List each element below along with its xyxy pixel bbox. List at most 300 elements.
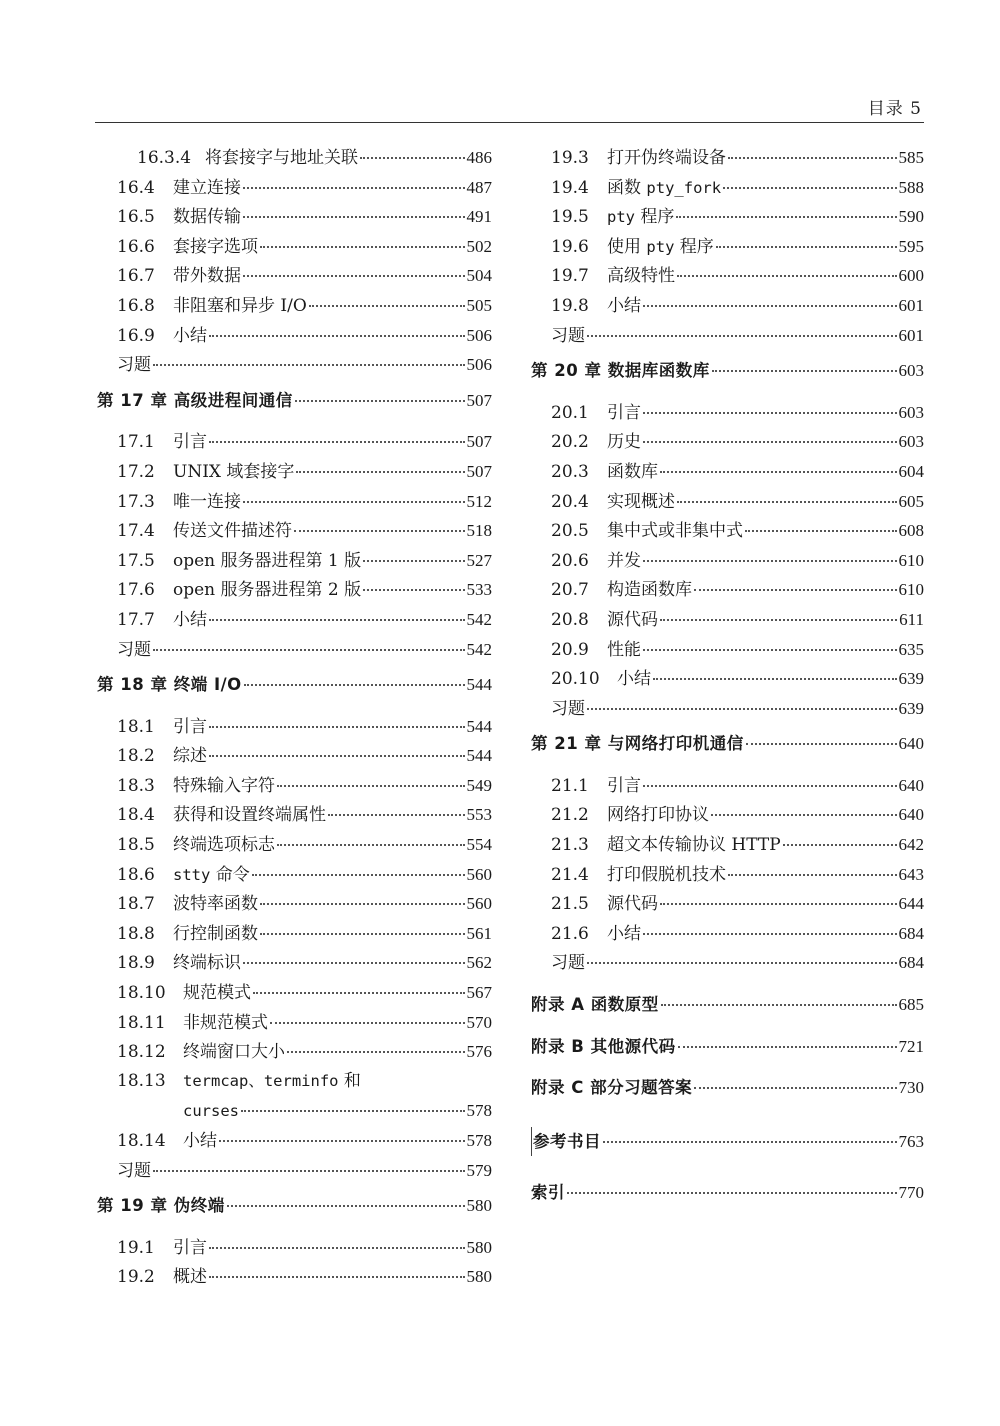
page-header (95, 88, 924, 123)
toc-entry[interactable] (531, 487, 924, 517)
page-number: 553 (466, 805, 492, 825)
page-number: 518 (466, 521, 492, 541)
toc-entry[interactable] (97, 575, 492, 605)
section-number: 16.7 (117, 266, 155, 287)
toc-entry[interactable] (97, 232, 492, 262)
dot-leader (260, 903, 465, 905)
page-number: 491 (466, 207, 492, 227)
toc-right-column (531, 143, 924, 1208)
dot-leader (309, 305, 465, 307)
page-number: 507 (466, 390, 492, 410)
dot-leader (694, 589, 897, 591)
section-number: 21.5 (551, 894, 589, 915)
toc-entry[interactable] (531, 575, 924, 605)
page-number: 610 (898, 580, 924, 600)
dot-leader (260, 933, 465, 935)
dot-leader (587, 962, 897, 964)
section-number: 17.4 (117, 521, 155, 542)
section-number: 17.6 (117, 580, 155, 601)
toc-entry[interactable] (97, 321, 492, 351)
toc-entry[interactable] (531, 173, 924, 203)
page-number: 544 (466, 716, 492, 736)
page-number: 486 (466, 148, 492, 167)
page-number: 542 (466, 639, 492, 659)
entry-title: 历史 (607, 432, 641, 453)
entry-title: 小结 (173, 609, 207, 630)
dot-leader (660, 619, 897, 621)
toc-entry[interactable] (97, 202, 492, 232)
entry-title: 网络打印协议 (607, 805, 709, 826)
dot-leader (363, 560, 464, 562)
dot-leader (287, 1051, 465, 1053)
page-number: 639 (898, 698, 924, 718)
exercises-entry[interactable] (531, 694, 924, 724)
section-number: 17.2 (117, 461, 155, 482)
section-number: 16.8 (117, 295, 155, 316)
entry-title: 打开伪终端设备 (607, 148, 726, 168)
entry-title: stty 命令 (173, 864, 250, 885)
exercises-entry[interactable] (97, 1156, 492, 1186)
dot-leader (587, 335, 897, 337)
entry-title: 函数库 (607, 461, 658, 482)
section-number: 18.14 (117, 1131, 166, 1151)
entry-title: 带外数据 (173, 266, 241, 287)
chapter-title: 第 18 章 终端 I/O (97, 675, 242, 695)
toc-entry[interactable] (531, 143, 924, 173)
exercises-entry[interactable] (531, 321, 924, 351)
section-number: 20.8 (551, 609, 589, 630)
section-number: 17.3 (117, 491, 155, 512)
toc-entry[interactable] (531, 457, 924, 487)
entry-title: 传送文件描述符 (173, 521, 292, 542)
dot-leader (678, 1046, 897, 1048)
chapter-title: 第 20 章 数据库函数库 (531, 361, 710, 381)
dot-leader (241, 1110, 465, 1112)
dot-leader (677, 275, 897, 277)
entry-title: 集中式或非集中式 (607, 521, 743, 542)
section-number: 19.3 (551, 148, 589, 168)
page-number: 560 (466, 864, 492, 884)
page-number: 579 (466, 1160, 492, 1180)
appendix-entry[interactable] (531, 1032, 924, 1062)
dot-leader (363, 589, 464, 591)
toc-entry[interactable] (97, 860, 492, 890)
page-number: 611 (899, 609, 924, 629)
code-text: curses (183, 1102, 239, 1121)
page-number: 603 (898, 361, 924, 381)
chapter-title: 第 21 章 与网络打印机通信 (531, 734, 744, 754)
section-number: 17.5 (117, 550, 155, 571)
page-number: 544 (466, 746, 492, 766)
dot-leader (746, 743, 897, 745)
page-number: 635 (898, 639, 924, 659)
section-number: 18.8 (117, 923, 155, 944)
toc-entry[interactable] (97, 1037, 492, 1067)
entry-title: 习题 (117, 355, 151, 376)
toc-left-column (97, 143, 492, 1292)
toc-entry[interactable] (97, 889, 492, 919)
toc-entry[interactable] (97, 771, 492, 801)
entry-title: 习题 (551, 698, 585, 719)
header-text: 目录 5 (867, 99, 922, 119)
toc-entry[interactable] (97, 1262, 492, 1292)
entry-title: 构造函数库 (607, 580, 692, 601)
wrap-second-line (97, 1096, 492, 1126)
dot-leader (243, 962, 465, 964)
section-number: 18.5 (117, 835, 155, 856)
entry-title: 终端窗口大小 (183, 1042, 285, 1063)
chapter-entry[interactable] (97, 386, 492, 416)
toc-entry[interactable] (531, 398, 924, 428)
dot-leader (209, 726, 465, 728)
code-text: pty (646, 237, 675, 256)
section-number: 16.9 (117, 325, 155, 346)
dot-leader (643, 649, 897, 651)
entry-title: 建立连接 (173, 177, 241, 198)
entry-title: 行控制函数 (173, 923, 258, 944)
entry-title: 引言 (173, 716, 207, 737)
toc-entry[interactable] (531, 261, 924, 291)
page-number: 640 (898, 775, 924, 795)
toc-entry[interactable] (97, 487, 492, 517)
dot-leader (270, 1022, 465, 1024)
section-number: 19.1 (117, 1237, 155, 1258)
chapter-title: 附录 C 部分习题答案 (531, 1078, 693, 1098)
chapter-title: 第 19 章 伪终端 (97, 1196, 225, 1216)
toc-entry[interactable] (97, 546, 492, 576)
page-number: 507 (466, 461, 492, 481)
section-number: 20.6 (551, 550, 589, 571)
toc-entry[interactable] (97, 291, 492, 321)
entry-title: 引言 (607, 402, 641, 423)
code-text: stty (173, 865, 211, 884)
toc-entry[interactable] (97, 1008, 492, 1038)
dot-leader (643, 785, 897, 787)
dot-leader (243, 216, 465, 218)
toc-entry[interactable] (531, 427, 924, 457)
dot-leader (676, 216, 896, 218)
entry-title: 小结 (173, 325, 207, 346)
section-number: 16.4 (117, 177, 155, 198)
entry-title: 数据传输 (173, 207, 241, 228)
entry-title: 非规范模式 (183, 1012, 268, 1033)
chapter-entry[interactable] (531, 356, 924, 386)
section-number: 18.12 (117, 1042, 166, 1063)
page-number: 604 (898, 461, 924, 481)
code-text: pty_fork (646, 178, 722, 197)
dot-leader (277, 844, 465, 846)
section-number: 19.2 (117, 1267, 155, 1288)
dot-leader (295, 400, 465, 402)
exercises-entry[interactable] (97, 635, 492, 665)
page-number: 685 (898, 995, 924, 1015)
section-number: 18.9 (117, 953, 155, 974)
section-number: 21.6 (551, 923, 589, 944)
toc-entry-wrapped[interactable] (97, 1067, 492, 1126)
entry-title: 获得和设置终端属性 (173, 805, 326, 826)
dot-leader (153, 649, 465, 651)
section-number: 18.1 (117, 716, 155, 737)
section-number: 18.10 (117, 983, 166, 1004)
dot-leader (209, 755, 465, 757)
entry-title: 综述 (173, 746, 207, 767)
section-number: 17.1 (117, 432, 155, 453)
appendix-entry[interactable] (531, 1073, 924, 1103)
exercises-entry[interactable] (531, 948, 924, 978)
entry-title: 概述 (173, 1267, 207, 1288)
page-number: 721 (898, 1036, 924, 1056)
toc-entry[interactable] (97, 261, 492, 291)
section-number: 18.2 (117, 746, 155, 767)
dot-leader (294, 530, 465, 532)
dot-leader (653, 678, 897, 680)
section-number: 18.7 (117, 894, 155, 915)
section-number: 21.3 (551, 835, 589, 856)
entry-title: 引言 (607, 775, 641, 796)
page-number: 576 (466, 1042, 492, 1062)
toc-entry[interactable] (531, 605, 924, 635)
page-number: 684 (898, 953, 924, 973)
page-number: 643 (898, 864, 924, 884)
toc-entry[interactable] (531, 664, 924, 694)
page-number: 601 (898, 295, 924, 315)
section-number: 20.10 (551, 669, 600, 690)
entry-title: pty 程序 (607, 207, 675, 228)
toc-entry[interactable] (97, 978, 492, 1008)
toc-entry[interactable] (97, 741, 492, 771)
toc-entry[interactable] (531, 202, 924, 232)
section-number: 19.7 (551, 266, 589, 287)
toc-entry[interactable] (531, 800, 924, 830)
entry-title: 特殊输入字符 (173, 775, 275, 796)
toc-entry[interactable] (531, 830, 924, 860)
toc-entry[interactable] (531, 860, 924, 890)
toc-entry[interactable] (97, 830, 492, 860)
section-number: 19.8 (551, 295, 589, 316)
toc-entry[interactable] (97, 1126, 492, 1156)
entry-title: 非阻塞和异步 I/O (173, 295, 307, 316)
dot-leader (643, 305, 897, 307)
section-number: 21.1 (551, 775, 589, 796)
dot-leader (243, 501, 465, 503)
toc-entry[interactable] (97, 457, 492, 487)
dot-leader (209, 1247, 465, 1249)
toc-entry[interactable] (531, 771, 924, 801)
chapter-title: 参考书目 (531, 1127, 601, 1157)
entry-title: 终端选项标志 (173, 835, 275, 856)
page-number: 506 (466, 355, 492, 375)
page-number: 506 (466, 325, 492, 345)
entry-title: 超文本传输协议 HTTP (607, 835, 781, 856)
section-number: 18.13 (117, 1070, 166, 1091)
dot-leader (243, 187, 465, 189)
dot-leader (643, 441, 897, 443)
entry-title: 引言 (173, 432, 207, 453)
section-number: 18.6 (117, 864, 155, 885)
page-number: 640 (898, 805, 924, 825)
dot-leader (153, 364, 465, 366)
dot-leader (723, 187, 896, 189)
entry-title: open 服务器进程第 1 版 (173, 550, 362, 571)
page-number: 533 (466, 580, 492, 600)
entry-title: 唯一连接 (173, 491, 241, 512)
page-number: 561 (466, 923, 492, 943)
page-number: 600 (898, 266, 924, 286)
entry-title: 性能 (607, 639, 641, 660)
entry-title: 打印假脱机技术 (607, 864, 726, 885)
toc-entry[interactable] (531, 546, 924, 576)
entry-title: 将套接字与地址关联 (205, 148, 358, 168)
page-number: 605 (898, 491, 924, 511)
section-number: 20.2 (551, 432, 589, 453)
dot-leader (244, 684, 465, 686)
chapter-entry[interactable] (97, 670, 492, 700)
dot-leader (643, 412, 897, 414)
entry-title: 小结 (607, 923, 641, 944)
dot-leader (360, 157, 465, 159)
toc-entry[interactable] (97, 605, 492, 635)
dot-leader (260, 246, 465, 248)
appendix-entry[interactable] (531, 1127, 924, 1157)
toc-entry[interactable] (97, 173, 492, 203)
dot-leader (277, 785, 465, 787)
section-number: 21.4 (551, 864, 589, 885)
page-number: 578 (466, 1131, 492, 1150)
page-number: 570 (466, 1012, 492, 1032)
toc-entry[interactable] (531, 889, 924, 919)
dot-leader (209, 619, 465, 621)
dot-leader (660, 471, 897, 473)
toc-entry[interactable] (97, 948, 492, 978)
dot-leader (660, 903, 897, 905)
page-number: 502 (466, 236, 492, 256)
code-text: pty (607, 208, 635, 227)
toc-entry[interactable] (531, 635, 924, 665)
entry-title: 实现概述 (607, 491, 675, 512)
page-number: 763 (898, 1131, 924, 1151)
section-number: 18.4 (117, 805, 155, 826)
dot-leader (711, 814, 897, 816)
page-number: 770 (898, 1183, 924, 1203)
page-number: 730 (898, 1078, 924, 1098)
page-number: 610 (898, 550, 924, 570)
entry-title: 终端标识 (173, 953, 241, 974)
entry-title: 习题 (551, 325, 585, 346)
dot-leader (716, 246, 897, 248)
page-number: 560 (466, 894, 492, 914)
dot-leader (745, 530, 897, 532)
chapter-entry[interactable] (97, 1191, 492, 1221)
toc-entry[interactable] (97, 1233, 492, 1263)
entry-title: open 服务器进程第 2 版 (173, 580, 362, 601)
toc-entry[interactable] (531, 232, 924, 262)
page-number: 505 (466, 295, 492, 315)
dot-leader (567, 1192, 897, 1194)
section-number: 16.5 (117, 207, 155, 228)
section-number: 19.4 (551, 177, 589, 198)
toc-entry[interactable] (531, 516, 924, 546)
dot-leader (227, 1205, 465, 1207)
page-number: 644 (898, 894, 924, 914)
appendix-entry[interactable] (531, 1178, 924, 1208)
section-number: 16.6 (117, 236, 155, 257)
dot-leader (296, 471, 464, 473)
dot-leader (603, 1141, 897, 1143)
entry-title: 规范模式 (183, 983, 251, 1004)
dot-leader (728, 157, 897, 159)
entry-title: 使用 pty 程序 (607, 236, 714, 257)
page-number: 640 (898, 734, 924, 754)
entry-title: 套接字选项 (173, 236, 258, 257)
section-number: 19.6 (551, 236, 589, 257)
toc-entry[interactable] (97, 712, 492, 742)
toc-entry[interactable] (97, 919, 492, 949)
toc-entry[interactable] (97, 800, 492, 830)
entry-title: 波特率函数 (173, 894, 258, 915)
entry-title: 小结 (183, 1131, 217, 1151)
section-number: 20.1 (551, 402, 589, 423)
dot-leader (209, 441, 465, 443)
dot-leader (643, 560, 897, 562)
section-number: 18.3 (117, 775, 155, 796)
dot-leader (328, 814, 465, 816)
toc-entry[interactable] (97, 143, 492, 173)
entry-title: 小结 (617, 669, 651, 690)
entry-title: 并发 (607, 550, 641, 571)
dot-leader (643, 933, 897, 935)
appendix-entry[interactable] (531, 990, 924, 1020)
section-number: 18.11 (117, 1012, 166, 1033)
page-number: 542 (466, 609, 492, 629)
page-number: 684 (898, 923, 924, 943)
page-number: 603 (898, 432, 924, 452)
chapter-entry[interactable] (531, 729, 924, 759)
page-number: 567 (466, 983, 492, 1003)
toc-entry[interactable] (531, 291, 924, 321)
dot-leader (712, 370, 897, 372)
page-number: 642 (898, 835, 924, 855)
wrap-first-line: 18.13 termcap、terminfo 和 (97, 1067, 492, 1097)
page-number: 580 (466, 1267, 492, 1287)
dot-leader (153, 1170, 465, 1172)
entry-title: 高级特性 (607, 266, 675, 287)
section-number: 20.3 (551, 461, 589, 482)
section-number: 20.7 (551, 580, 589, 601)
toc-entry[interactable] (531, 919, 924, 949)
page-number: 544 (466, 675, 492, 695)
toc-entry[interactable] (97, 516, 492, 546)
entry-title: 引言 (173, 1237, 207, 1258)
page-number: 639 (898, 669, 924, 689)
section-number: 20.4 (551, 491, 589, 512)
dot-leader (253, 992, 465, 994)
page-number: 549 (466, 775, 492, 795)
page-number: 512 (466, 491, 492, 511)
exercises-entry[interactable] (97, 350, 492, 380)
page-number: 595 (898, 236, 924, 256)
entry-title: 函数 pty_fork (607, 177, 722, 198)
entry-title: 小结 (607, 295, 641, 316)
entry-title: 习题 (551, 953, 585, 974)
toc-entry[interactable] (97, 427, 492, 457)
section-number: 19.5 (551, 207, 589, 228)
page-number: 554 (466, 835, 492, 855)
section-number: 20.5 (551, 521, 589, 542)
section-number: 17.7 (117, 609, 155, 630)
page-number: 580 (466, 1196, 492, 1216)
dot-leader (209, 335, 465, 337)
entry-title: UNIX 域套接字 (173, 461, 295, 482)
